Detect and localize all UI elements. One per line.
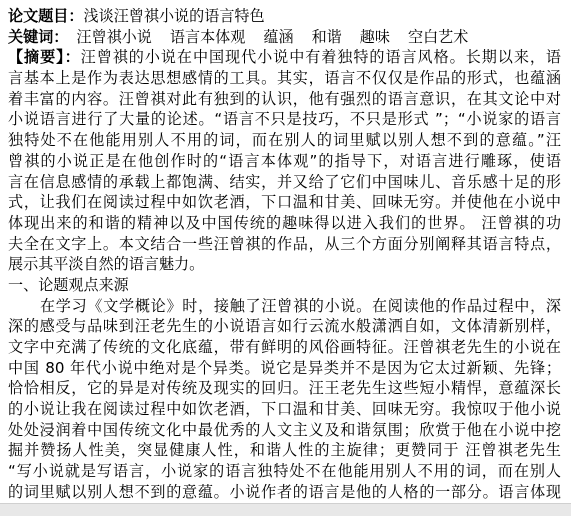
body-line: 恰恰相反，它的异是对传统及现实的回归。汪王老先生这些短小精悍，意蕴深长 bbox=[8, 379, 561, 398]
body-line: “写小说就是写语言，小说家的语言独特处不在他能用别人不用的词，而在别人 bbox=[8, 462, 561, 481]
abstract-line: 言基本上是作为表达思想感情的工具。其实，语言不仅仅是作品的形式，也蕴涵 bbox=[8, 69, 561, 88]
keyword-item: 蕴涵 bbox=[263, 27, 294, 46]
abstract-line: 小说语言进行了大量的论述。“语言不只是技巧，不只是形式 ”；“小说家的语言 bbox=[8, 110, 561, 129]
document-page bbox=[8, 6, 561, 503]
keyword-item: 汪曾祺小说 bbox=[76, 27, 152, 46]
body-line: 掘并赞扬人性美，突显健康人性，和谐人性的主旋律；更赞同于 汪曾祺老先生 bbox=[8, 441, 561, 460]
keyword-item: 和谐 bbox=[311, 27, 342, 46]
abstract-line: 曾祺的小说正是在他创作时的“语言本体观”的指导下，对语言进行雕琢，使语 bbox=[8, 151, 561, 170]
abstract-line: 独特处不在他能用别人不用的词，而在别人的词里赋以别人想不到的意蕴。”汪 bbox=[8, 131, 561, 150]
abstract-line: 体现出来的和谐的精神以及中国传统的趣味得以进入我们的世界。 汪曾祺的功 bbox=[8, 213, 561, 232]
body-line: 在学习《文学概论》时，接触了汪曾祺的小说。在阅读他的作品过程中，深 bbox=[40, 296, 561, 315]
body-line: 文字中充满了传统的文化底蕴，带有鲜明的风俗画特征。汪曾祺老先生的小说在 bbox=[8, 338, 561, 356]
abstract-line: 展示其平淡自然的语言魅力。 bbox=[8, 255, 205, 274]
abstract-line: 言在信息感情的承载上都饱满、结实，并又给了它们中国味儿、音乐感十足的形 bbox=[8, 172, 561, 191]
scroll-area-edge bbox=[0, 503, 571, 516]
keyword-item: 趣味 bbox=[359, 27, 390, 46]
abstract-label: 【摘要】： bbox=[8, 48, 81, 67]
body-line: 的小说让我在阅读过程中如饮老酒，下口温和甘美、回味无穷。我惊叹于他小说 bbox=[8, 400, 561, 419]
section-heading: 一、论题观点来源 bbox=[8, 275, 129, 294]
title-label: 论文题目： bbox=[8, 7, 84, 25]
body-line: 中国 80 年代小说中绝对是个异类。说它是异类并不是因为它太过新颖、先锋； bbox=[8, 358, 561, 377]
abstract-line: 夫全在文字上。本文结合一些汪曾祺的作品，从三个方面分别阐释其语言特点， bbox=[8, 234, 561, 253]
body-line: 深的感受与品味到汪老先生的小说语言如行云流水般潇洒自如，文体清新别样， bbox=[8, 317, 561, 336]
title-text: 浅谈汪曾祺小说的语言特色 bbox=[83, 7, 265, 25]
keyword-item: 空白艺术 bbox=[407, 27, 469, 46]
keywords-label: 关键词： bbox=[8, 27, 69, 46]
body-line: 处处浸润着中国传统文化中最优秀的人文主义及和谐氛围；欣赏于他在小说中挖 bbox=[8, 420, 561, 439]
abstract-line bbox=[8, 47, 561, 68]
abstract-line: 着丰富的内容。汪曾祺对此有独到的认识，他有强烈的语言意识，在其文论中对 bbox=[8, 89, 561, 108]
keyword-item: 语言本体观 bbox=[169, 27, 246, 46]
abstract-text: 汪曾祺的小说在中国现代小说中有着独特的语言风格。长期以来，语 bbox=[80, 48, 561, 67]
keywords-line bbox=[8, 27, 561, 48]
title-line bbox=[8, 6, 561, 27]
abstract-line: 式，让我们在阅读过程中如饮老酒，下口温和甘美、回味无穷。并使他在小说中 bbox=[8, 193, 561, 212]
body-line: 的词里赋以别人想不到的意蕴。小说作者的语言是他的人格的一部分。语言体现 bbox=[8, 482, 561, 501]
